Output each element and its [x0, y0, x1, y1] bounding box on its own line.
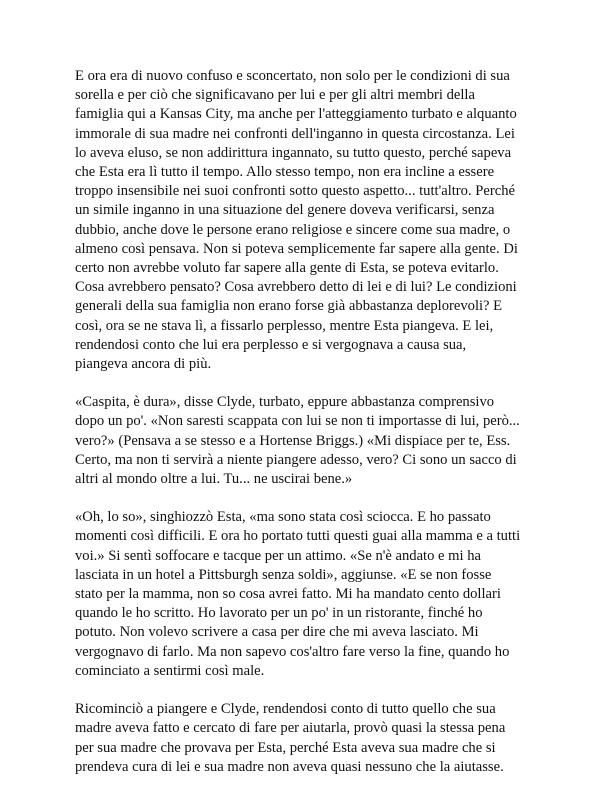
- paragraph-2: [75, 393, 535, 489]
- text-line: dubbio, anche dove le persone erano religiose e sincere come sua madre, o: [75, 221, 511, 238]
- text-line: «Caspita, è dura», disse Clyde, turbato, eppure abbastanza comprensivo: [75, 394, 495, 411]
- text-line: rendendosi conto che lui era perplesso e si vergognava a causa sua,: [75, 336, 467, 353]
- text-line: così, ora se ne stava lì, a fissarlo perplesso, mentre Esta piangeva. E lei,: [75, 317, 494, 334]
- text-line: vergognavo di farlo. Ma non sapevo cos'altro fare verso la fine, quando ho: [75, 643, 510, 660]
- text-line: certo non avrebbe voluto far sapere alla gente di Esta, se poteva evitarlo.: [75, 260, 499, 277]
- text-line: quando le ho scritto. Ho lavorato per un po' in un ristorante, finché ho: [75, 605, 483, 622]
- text-line: un simile inganno in una situazione del genere doveva verificarsi, senza: [75, 202, 495, 219]
- paragraph-1: [75, 67, 535, 374]
- body-text: [75, 67, 535, 796]
- text-line: Cosa avrebbero pensato? Cosa avrebbero detto di lei e di lui? Le condizioni: [75, 279, 517, 296]
- text-line: dopo un po'. «Non saresti scappata con lui se non ti importasse di lui, però...: [75, 413, 520, 430]
- paragraph-4: [75, 700, 535, 777]
- text-line: troppo insensibile nei suoi confronti sotto questo aspetto... tutt'altro. Perché: [75, 183, 515, 200]
- text-line: sorella e per ciò che significavano per lui e per gli altri membri della: [75, 87, 475, 104]
- text-line: madre aveva fatto e cercato di fare per aiutarla, provò quasi la stessa pena: [75, 720, 506, 737]
- text-line: momenti così difficili. E ora ho portato tutti questi guai alla mamma e a tutti: [75, 528, 521, 545]
- text-line: altri al mondo oltre a lui. Tu... ne uscirai bene.»: [75, 471, 353, 488]
- text-line: generali della sua famiglia non erano forse già abbastanza deplorevoli? E: [75, 298, 503, 315]
- text-line: piangeva ancora di più.: [75, 356, 212, 373]
- text-line: vero?» (Pensava a se stesso e a Hortense Briggs.) «Mi dispiace per te, Ess.: [75, 432, 511, 449]
- text-line: che Esta era lì tutto il tempo. Allo stesso tempo, non era incline a essere: [75, 164, 495, 181]
- text-line: stato per la mamma, non so cosa avrei fatto. Mi ha mandato cento dollari: [75, 586, 501, 603]
- text-line: lo aveva eluso, se non addirittura ingannato, su tutto questo, perché sapeva: [75, 144, 512, 161]
- text-line: per sua madre che provava per Esta, perché Esta aveva sua madre che si: [75, 739, 496, 756]
- text-line: voi.» Si sentì soffocare e tacque per un attimo. «Se n'è andato e mi ha: [75, 547, 482, 564]
- text-line: Certo, ma non ti servirà a niente piangere adesso, vero? Ci sono un sacco di: [75, 451, 517, 468]
- text-line: almeno così pensava. Non si poteva semplicemente far sapere alla gente. Di: [75, 240, 518, 257]
- paragraph-3: [75, 508, 535, 681]
- text-line: immorale di sua madre nei confronti dell'inganno in questa circostanza. Lei: [75, 125, 515, 142]
- text-line: cominciato a sentirmi così male.: [75, 662, 265, 679]
- text-line: prendeva cura di lei e sua madre non aveva quasi nessuno che la aiutasse.: [75, 758, 504, 775]
- text-line: «Oh, lo so», singhiozzò Esta, «ma sono stata così sciocca. E ho passato: [75, 509, 491, 526]
- text-line: E ora era di nuovo confuso e sconcertato, non solo per le condizioni di sua: [75, 68, 510, 84]
- text-line: lasciata in un hotel a Pittsburgh senza soldi», aggiunse. «E se non fosse: [75, 566, 492, 583]
- text-line: potuto. Non volevo scrivere a casa per dire che mi aveva lasciato. Mi: [75, 624, 479, 641]
- text-line: Ricominciò a piangere e Clyde, rendendosi conto di tutto quello che sua: [75, 701, 496, 718]
- text-line: famiglia qui a Kansas City, ma anche per l'atteggiamento turbato e alquanto: [75, 106, 517, 123]
